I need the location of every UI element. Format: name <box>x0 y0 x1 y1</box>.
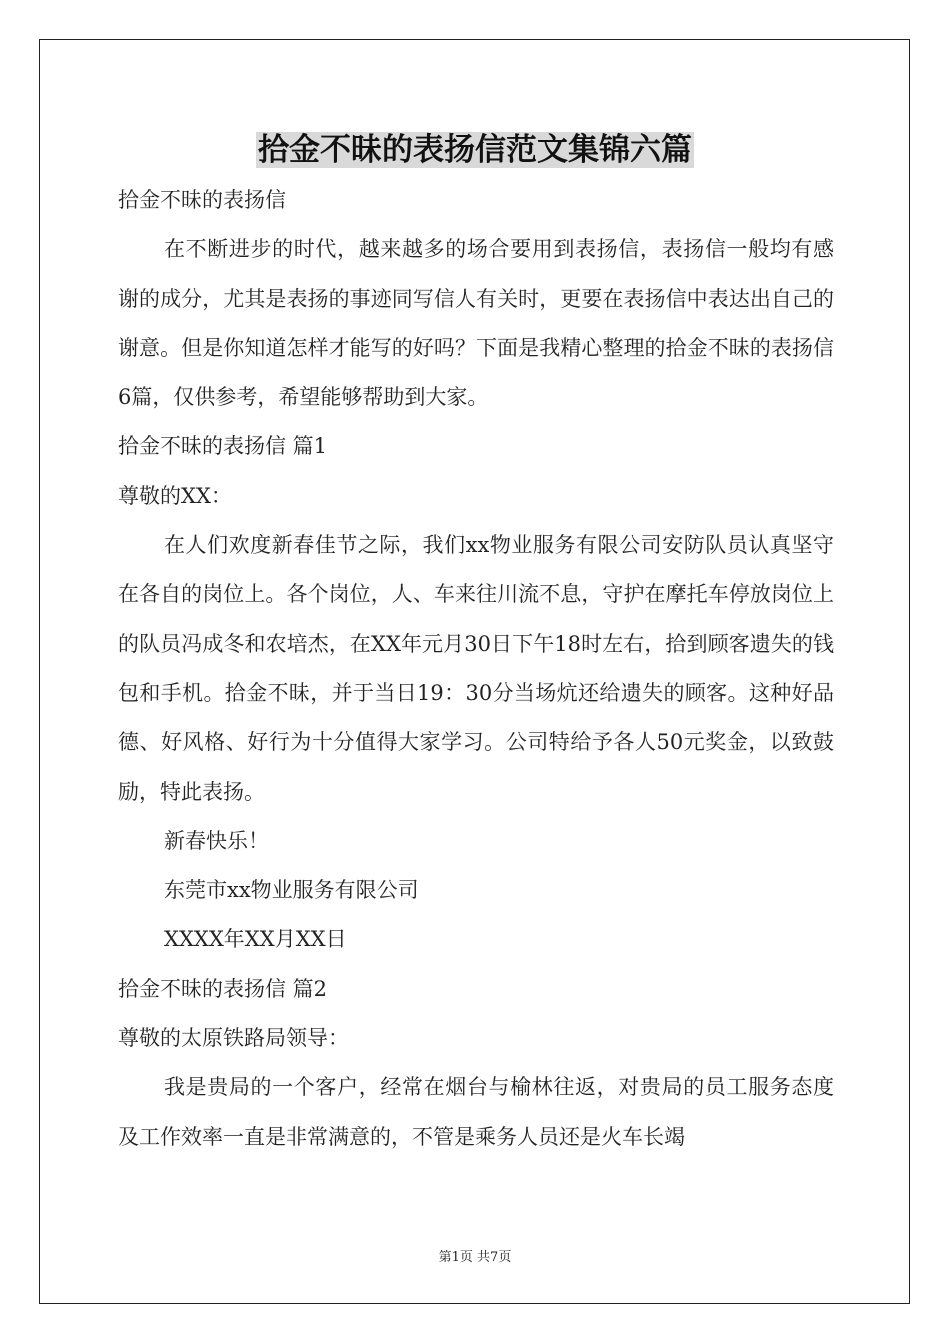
closing-greeting: 新春快乐！ <box>164 828 269 853</box>
date-line: XXXX年XX月XX日 <box>164 927 347 952</box>
signature: 东莞市xx物业服务有限公司 <box>164 878 419 903</box>
page-footer: 第1页 共7页 <box>438 1250 512 1265</box>
body-paragraph: 我是贵局的一个客户，经常在烟台与榆林往返，对贵局的员工服务态度及工作效率一直是非常满意的，不管是乘务人员还是火车长竭 <box>118 1075 834 1149</box>
section-heading: 拾金不昧的表扬信 篇2 <box>118 976 328 1001</box>
salutation: 尊敬的XX： <box>118 483 232 508</box>
document-title <box>0 126 950 174</box>
intro-paragraph: 在不断进步的时代，越来越多的场合要用到表扬信，表扬信一般均有感谢的成分，尤其是表扬的事迹同写信人有关时，更要在表扬信中表达出自己的谢意。但是你知道怎样才能写的好吗？下面是我精心整理的拾金不昧的表扬信6篇，仅供参考，希望能够帮助到大家。 <box>118 237 834 410</box>
section-heading: 拾金不昧的表扬信 <box>118 188 286 212</box>
section-heading: 拾金不昧的表扬信 篇1 <box>118 434 328 459</box>
document-body <box>118 176 834 1162</box>
salutation: 尊敬的太原铁路局领导： <box>118 1026 349 1051</box>
body-paragraph: 在人们欢度新春佳节之际，我们xx物业服务有限公司安防队员认真坚守在各自的岗位上。各个岗位，人、车来往川流不息，守护在摩托车停放岗位上的队员冯成冬和农培杰，在XX年元月30日下午18时左右，拾到顾客遗失的钱包和手机。拾金不昧，并于当日19：30分当场炕还给遗失的顾客。这种好品德、好风格、好行为十分值得大家学习。公司特给予各人50元奖金，以致鼓励，特此表扬。 <box>118 533 834 804</box>
document-title-text: 拾金不昧的表扬信范文集锦六篇 <box>258 132 692 168</box>
